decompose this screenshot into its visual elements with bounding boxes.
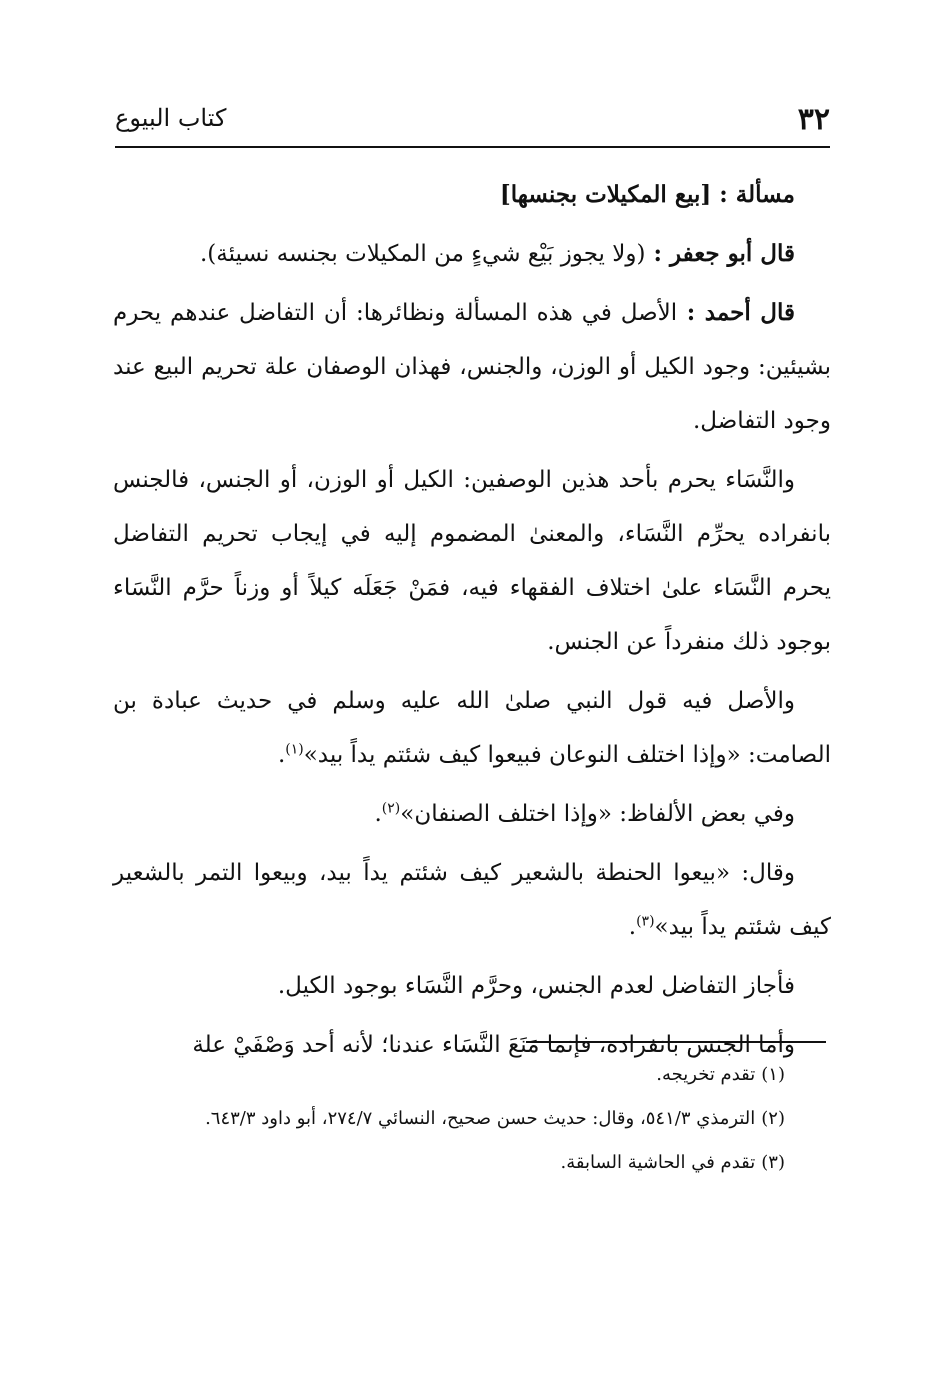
- page-number: ٣٢: [797, 102, 830, 137]
- other-wording-text: وفي بعض الألفاظ: «وإذا اختلف الصنفان»: [400, 801, 795, 827]
- footnote-text: تقدم تخريجه.: [656, 1064, 756, 1085]
- footnote-number: (١): [761, 1064, 785, 1085]
- book-section-title: كتاب البيوع: [115, 104, 227, 132]
- issue-heading: [113, 168, 831, 222]
- footnote-1: [113, 1055, 831, 1095]
- paragraph-ahmad: [113, 286, 831, 448]
- wheat-barley-text: وقال: «بيعوا الحنطة بالشعير كيف شئتم يداً بيد، وبيعوا التمر بالشعير كيف شئتم يداً بيد»: [113, 860, 831, 940]
- paragraph-wheat-barley: [113, 846, 831, 954]
- footnotes: [113, 1055, 831, 1187]
- period: .: [628, 914, 637, 940]
- paragraph-nasa: والنَّسَاء يحرم بأحد هذين الوصفين: الكيل أو الوزن، أو الجنس، فالجنس بانفراده يحرِّم النَّسَاء، والمعنىٰ المضموم إليه في إيجاب تحريم التفاضل يحرم النَّسَاء علىٰ اختلاف الفقهاء فيه، فمَنْ جَعَلَه كيلاً أو وزناً حرَّم النَّسَاء بوجود ذلك منفرداً عن الجنس.: [113, 467, 831, 655]
- speaker-ahmad: قال أحمد :: [677, 299, 796, 326]
- footnote-separator: [526, 1041, 826, 1043]
- footnote-number: (٣): [761, 1152, 785, 1173]
- issue-label: مسألة :: [711, 181, 795, 208]
- period: .: [374, 801, 382, 827]
- footnote-ref-1[interactable]: (١): [285, 741, 304, 758]
- period: .: [277, 742, 286, 768]
- paragraph-abu-jafar: [113, 227, 831, 281]
- footnote-number: (٢): [761, 1108, 785, 1129]
- paragraph-permitted-excess: فأجاز التفاضل لعدم الجنس، وحرَّم النَّسَاء بوجود الكيل.: [277, 973, 795, 999]
- hadith-ubada-text: والأصل فيه قول النبي صلىٰ الله عليه وسلم في حديث عبادة بن الصامت: «وإذا اختلف النوعان فبيعوا كيف شئتم يداً بيد»: [113, 688, 831, 768]
- footnote-3: [113, 1143, 831, 1183]
- abu-jafar-text: (ولا يجوز بَيْع شيءٍ من المكيلات بجنسه نسيئة).: [200, 241, 646, 267]
- footnote-text: الترمذي ٥٤١/٣، وقال: حديث حسن صحيح، النسائي ٢٧٤/٧، أبو داود ٦٤٣/٣.: [205, 1108, 756, 1129]
- footnote-ref-3[interactable]: (٣): [636, 913, 655, 930]
- ahmad-text: الأصل في هذه المسألة ونظائرها: أن التفاضل عندهم يحرم بشيئين: وجود الكيل أو الوزن، والجنس، فهذان الوصفان علة تحريم البيع عند وجود التفاضل.: [113, 300, 831, 434]
- footnote-2: [113, 1099, 831, 1139]
- speaker-abu-jafar: قال أبو جعفر :: [645, 240, 795, 267]
- footnote-text: تقدم في الحاشية السابقة.: [560, 1152, 756, 1173]
- paragraph-hadith-ubada: [113, 674, 831, 782]
- paragraph-other-wording: [113, 787, 831, 841]
- issue-title: [بيع المكيلات بجنسها]: [499, 181, 712, 208]
- paragraph-genus-alone: وأما الجنس بانفراده، فإنما مَنَعَ النَّسَاء عندنا؛ لأنه أحد وَصْفَيْ علة: [192, 1032, 795, 1058]
- running-header: [115, 96, 830, 148]
- footnote-ref-2[interactable]: (٢): [381, 800, 401, 817]
- main-text: [113, 168, 831, 1077]
